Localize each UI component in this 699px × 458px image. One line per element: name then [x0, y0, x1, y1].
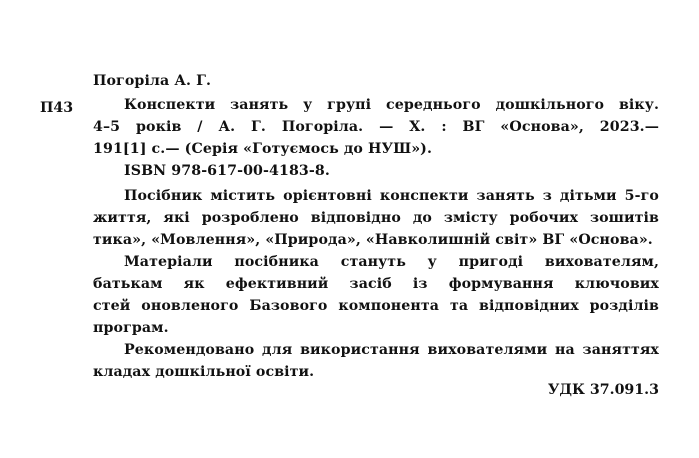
- author-heading: Погоріла А. Г.: [93, 73, 212, 89]
- annotation-line-8: Рекомендовано для використання вихователями на заняттях: [124, 342, 659, 358]
- annotation-line-1: Посібник містить орієнтовні конспекти занять з дітьми 5-го: [124, 188, 659, 204]
- catalog-index: П43: [40, 100, 74, 116]
- bibliographic-line-1: Конспекти занять у групі середнього дошкільного віку.: [124, 97, 659, 113]
- bibliographic-line-2: 4–5 років / А. Г. Погоріла. — Х. : ВГ «Основа», 2023.—: [93, 119, 659, 135]
- bibliographic-line-3: 191[1] с.— (Серія «Готуємось до НУШ»).: [93, 141, 433, 157]
- annotation-line-3: тика», «Мовлення», «Природа», «Навколишній світ» ВГ «Основа».: [93, 232, 653, 248]
- annotation-line-4: Матеріали посібника стануть у пригоді вихователям,: [124, 254, 659, 270]
- udk-code: УДК 37.091.3: [547, 382, 659, 398]
- annotation-line-7: програм.: [93, 320, 169, 336]
- annotation-line-5: батькам як ефективний засіб із формування ключових: [93, 276, 659, 292]
- annotation-line-6: стей оновленого Базового компонента та відповідних розділів: [93, 298, 659, 314]
- annotation-line-2: життя, які розроблено відповідно до змісту робочих зошитів: [93, 210, 659, 226]
- isbn: ISBN 978-617-00-4183-8.: [124, 163, 330, 179]
- annotation-line-9: кладах дошкільної освіти.: [93, 364, 315, 380]
